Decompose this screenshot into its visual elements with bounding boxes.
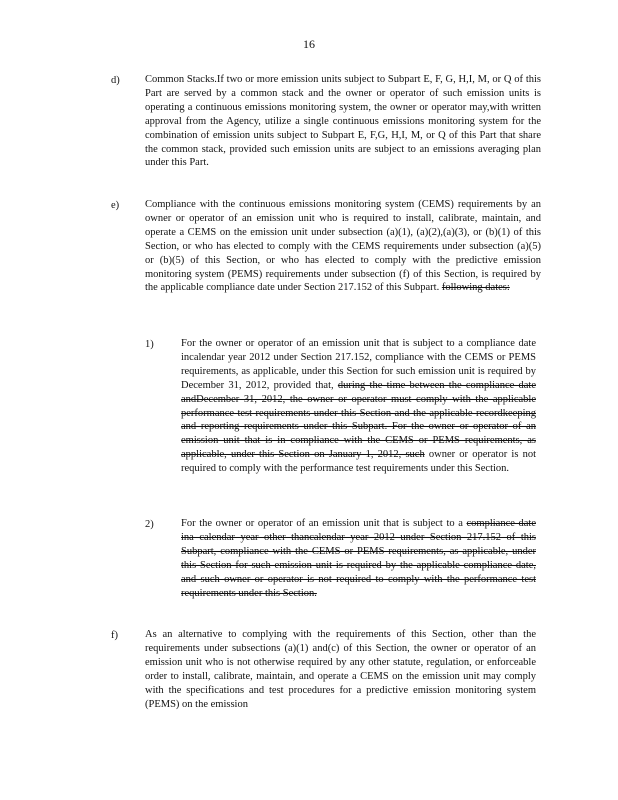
- text-run: Compliance with the continuous emissions monitoring system (CEMS) requirements by an owner or operator of an emission unit who is required to install, calibrate, maintain, and operate a CEMS on the emission unit under subsection (a)(1), (a)(2),(a)(3), or (b)(1) of this Section, or who has elected to comply with the CEMS requirements under subsection (a)(5) or (b)(5) of this Section, or who has elected to comply with the predictive emission monitoring system (PEMS) requirements under subsection (f) of this Section, is required by the applicable compliance date under Section 217.152 of this Subpart.: [145, 199, 541, 294]
- text-run: As an alternative to complying with the requirements of this Section, other than the requirements under subsections (a)(1) and(c) of this Section, the owner or operator of an emission unit who is not otherwise required by any other statute, regulation, or enforceable order to install, calibrate, maintain, and operate a CEMS on the emission unit may comply with the specifications and test procedures for a predictive emission monitoring system (PEMS) on the emission: [145, 629, 536, 710]
- text-run: Common Stacks.If two or more emission units subject to Subpart E, F, G, H,I, M, or Q of this Part are served by a common stack and the owner or operator of such emission units is operating a continuous emissions monitoring system, the owner or operator may,with written approval from the Agency, utilize a single continuous emissions monitoring system for the combination of emission units subject to Subpart E, F,G, H,I, M, or Q of this Part that share the common stack, provided such emission units are subject to an emissions averaging plan under this Part.: [145, 74, 541, 169]
- page-number: 16: [303, 37, 315, 51]
- section-e1-text: [181, 337, 536, 476]
- section-f-text: [145, 628, 536, 711]
- text-run: owner or operator is not required to comply with the performance test requirements under this Section.: [181, 449, 536, 475]
- section-marker-e: e): [111, 200, 120, 211]
- section-marker-e2: 2): [145, 519, 154, 530]
- section-d-text: [145, 73, 541, 170]
- section-marker-f: f): [111, 630, 118, 641]
- struck-text-run: during the time between the compliance date andDecember 31, 2012, the owner or operator must comply with the applicable performance test requirements under this Section and the applicable recordkeeping and reporting requirements under this Subpart. For the owner or operator of an emission unit that is in compliance with the CEMS or PEMS requirements, as applicable, under this Section on January 1, 2012, such: [181, 379, 537, 461]
- section-e-text: [145, 198, 541, 295]
- struck-text-run: following dates:: [441, 282, 510, 294]
- section-marker-e1: 1): [145, 339, 154, 350]
- section-marker-d: d): [111, 75, 120, 86]
- text-run: For the owner or operator of an emission unit that is subject to a: [181, 518, 467, 529]
- section-e2-text: [181, 517, 536, 600]
- struck-text-run: compliance date ina calendar year other thancalendar year 2012 under Section 217.152 of this Subpart, compliance with the CEMS or PEMS requirements, as applicable, under this Section for such emission unit is required by the applicable compliance date, and such owner or operator is not required to comply with the performance test requirements under this Section.: [181, 518, 536, 599]
- text-run: For the owner or operator of an emission unit that is subject to a compliance date incalendar year 2012 under Section 217.152, compliance with the CEMS or PEMS requirements, as applicable, under this Section for such emission unit is required by December 31, 2012, provided that,: [181, 338, 536, 391]
